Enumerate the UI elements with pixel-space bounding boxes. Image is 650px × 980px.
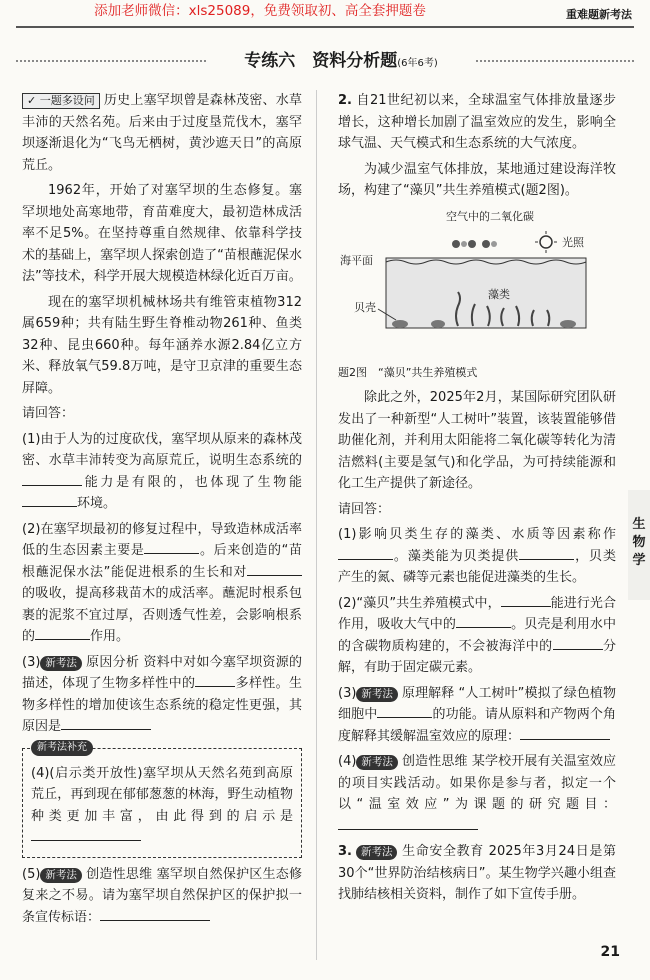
q2-paragraph-2: 为减少温室气体排放，某地通过建设海洋牧场，构建了“藻贝”共生养殖模式(题2图)。 bbox=[338, 161, 616, 198]
q2-paragraph-1 bbox=[338, 90, 616, 155]
intro-paragraph-2: 1962年，开始了对塞罕坝的生态修复。塞罕坝地处高寒地带，育苗难度大，最初造林成活率不足5%。在坚持尊重自然规律、依靠科学技术的基础上，塞罕坝人探索创造了“苗根蘸泥保水法”等技术，科学开展大规模造林绿化近百万亩。 bbox=[22, 183, 302, 284]
co2-label: 空气中的二氧化碳 bbox=[446, 209, 534, 223]
intro-paragraph-1 bbox=[22, 90, 302, 176]
check-icon: ✓ bbox=[27, 94, 37, 107]
answer-blank[interactable] bbox=[456, 615, 511, 628]
new-method-tag: 新考法 bbox=[40, 868, 82, 883]
q2-text-d: 作用。 bbox=[90, 629, 130, 644]
q3-text-b: 多样性。生物多样性的增加使该生态系统的稳定性更强，其原因是 bbox=[22, 676, 302, 734]
supplement-tag: 新考法补充 bbox=[31, 740, 93, 756]
page-title bbox=[206, 46, 476, 76]
new-method-tag: 新考法 bbox=[356, 845, 398, 860]
question-2-1 bbox=[338, 524, 616, 589]
question-1 bbox=[22, 429, 302, 515]
answer-blank[interactable] bbox=[553, 637, 603, 650]
answer-blank[interactable] bbox=[100, 908, 210, 921]
figure-caption: 题2图 “藻贝”共生养殖模式 bbox=[338, 365, 478, 379]
badge-label: 一题多设问 bbox=[39, 94, 95, 107]
r-q1-text-c: ，贝类产生的氮、磷等元素也能促进藻类的生长。 bbox=[338, 548, 616, 585]
answer-blank[interactable] bbox=[501, 594, 551, 607]
question-2-3 bbox=[338, 683, 616, 748]
r-q2-text-d: 分解，有助于固定碳元素。 bbox=[338, 638, 616, 675]
subject-side-tab bbox=[628, 490, 650, 600]
question-badge bbox=[22, 93, 100, 109]
right-column bbox=[338, 90, 616, 910]
q2-text-a: (2)在塞罕坝最初的修复过程中，导致造林成活率低的生态因素主要是 bbox=[22, 521, 302, 558]
question-4 bbox=[31, 763, 293, 849]
q2-text-b: 。后来创造的“苗根蘸泥保水法”能促进根系的生长和对 bbox=[22, 543, 302, 580]
q4-text: (4)(启示类开放性)塞罕坝从天然名苑到高原荒丘，再到现在郁郁葱葱的林海，野生动植物种类更加丰富，由此得到的启示是 bbox=[31, 765, 293, 824]
column-divider bbox=[316, 90, 317, 960]
title-sub: (6年6考) bbox=[397, 58, 438, 69]
question-2-2 bbox=[338, 593, 616, 679]
answer-blank[interactable] bbox=[519, 547, 574, 560]
question-number: 3. bbox=[338, 844, 352, 859]
r-q4-number: (4) bbox=[338, 754, 357, 769]
new-method-tag: 新考法 bbox=[356, 687, 398, 702]
algae-label: 藻类 bbox=[488, 287, 510, 301]
subject-label: 生物学 bbox=[632, 517, 646, 568]
r-q2-text-c: 。贝壳是利用水中的含碳物质构建的，不会被海洋中的 bbox=[338, 617, 616, 654]
r-q3-number: (3) bbox=[338, 685, 357, 701]
question-2-4 bbox=[338, 751, 616, 837]
q5-number: (5) bbox=[22, 866, 41, 882]
intro-text-1: 历史上塞罕坝曾是森林茂密、水草丰沛的天然名苑。后来由于过度垦荒伐木，塞罕坝逐渐退化为“飞鸟无栖树，黄沙遮天日”的高原荒丘。 bbox=[22, 93, 302, 173]
left-column bbox=[22, 90, 302, 932]
section-label: 重难题新考法 bbox=[566, 8, 632, 21]
question-5 bbox=[22, 864, 302, 929]
co2-molecules-icon bbox=[452, 240, 497, 248]
answer-blank[interactable] bbox=[61, 717, 151, 730]
sun-icon bbox=[535, 231, 557, 253]
answer-blank[interactable] bbox=[338, 547, 393, 560]
title-main: 专练六 资料分析题 bbox=[244, 51, 398, 71]
r-q4-text: 创造性思维 某学校开展有关温室效应的项目实践活动。如果你是参与者，拟定一个以“温室效应”为课题的研究题目： bbox=[338, 754, 616, 812]
r-q1-text-a: (1)影响贝类生存的藻类、水质等因素称作 bbox=[338, 527, 616, 542]
answer-blank[interactable] bbox=[35, 627, 90, 640]
promo-banner: 添加老师微信：xls25089，免费领取初、高全套押题卷 bbox=[94, 3, 426, 19]
ask-label: 请回答： bbox=[22, 406, 75, 421]
answer-blank[interactable] bbox=[247, 563, 302, 576]
r-q3-text-b: 的功能。请从原料和产物两个角度解释其缓解温室效应的原理： bbox=[338, 707, 616, 744]
algae-shell-figure bbox=[338, 206, 616, 356]
q3-text-a: 原因分析 资料中对如今塞罕坝资源的描述，体现了生物多样性中的 bbox=[22, 654, 302, 691]
question-2 bbox=[22, 519, 302, 648]
answer-blank[interactable] bbox=[195, 674, 235, 687]
sea-level-label: 海平面 bbox=[340, 253, 373, 267]
question-3 bbox=[22, 652, 302, 738]
answer-blank[interactable] bbox=[377, 705, 432, 718]
q1-text-c: 环境。 bbox=[77, 496, 117, 511]
page-number: 21 bbox=[600, 944, 620, 960]
q2-intro: 自21世纪初以来，全球温室气体排放量逐步增长，这种增长加剧了温室效应的发生，影响全球气温、天气模式和生态系统的大气浓度。 bbox=[338, 93, 616, 151]
answer-blank[interactable] bbox=[22, 494, 77, 507]
question-3-intro bbox=[338, 841, 616, 906]
answer-blank[interactable] bbox=[31, 828, 141, 841]
q3-intro-text: 生命安全教育 2025年3月24日是第30个“世界防治结核病日”。某生物学兴趣小组查找肺结核相关资料，制作了如下宣传手册。 bbox=[338, 844, 616, 902]
question-number: 2. bbox=[338, 93, 352, 108]
q3-number: (3) bbox=[22, 654, 41, 670]
header-rule bbox=[16, 26, 634, 28]
r-q3-text-a: 原理解释 “人工树叶”模拟了绿色植物细胞中 bbox=[338, 685, 616, 722]
r-q2-text-a: (2)“藻贝”共生养殖模式中， bbox=[338, 595, 501, 611]
r-q2-text-b: 能进行光合作用，吸收大气中的 bbox=[338, 595, 616, 632]
new-method-tag: 新考法 bbox=[40, 656, 82, 671]
new-method-tag: 新考法 bbox=[356, 755, 398, 770]
intro-paragraph-3: 现在的塞罕坝机械林场共有维管束植物312属659种；共有陆生野生脊椎动物261种、鱼类32种、昆虫660种。每年涵养水源2.84亿立方米、释放氧气59.8万吨，是守卫京津的重要生态屏障。 bbox=[22, 294, 302, 396]
q5-text: 创造性思维 塞罕坝自然保护区生态修复来之不易。请为塞罕坝自然保护区的保护拟一条宣传标语： bbox=[22, 866, 302, 925]
sea-water bbox=[386, 258, 586, 328]
answer-blank[interactable] bbox=[520, 727, 610, 740]
answer-blank[interactable] bbox=[338, 817, 478, 830]
light-label: 光照 bbox=[562, 235, 584, 249]
ask-label: 请回答： bbox=[338, 501, 391, 517]
supplement-box bbox=[22, 741, 302, 858]
q1-text-a: (1)由于人为的过度砍伐，塞罕坝从原来的森林茂密、水草丰沛转变为高原荒丘，说明生态系统的 bbox=[22, 431, 302, 468]
q2-paragraph-3: 除此之外，2025年2月，某国际研究团队研发出了一种新型“人工树叶”装置，该装置能够借助催化剂，并利用太阳能将二氧化碳等转化为清洁燃料(主要是氢气)和化学品，为可持续能源和化工生产提供了新途径。 bbox=[338, 390, 616, 491]
q2-text-c: 的吸收，提高移栽苗木的成活率。蘸泥时根系包裹的泥浆不宜过厚，否则透气性差，会影响根系的 bbox=[22, 586, 302, 644]
title-bar bbox=[16, 46, 634, 76]
shell-label: 贝壳 bbox=[354, 300, 376, 314]
answer-blank[interactable] bbox=[22, 473, 82, 486]
r-q1-text-b: 。藻类能为贝类提供 bbox=[393, 548, 520, 564]
figure-illustration bbox=[338, 206, 616, 356]
q1-text-b: 能力是有限的，也体现了生物能 bbox=[82, 474, 302, 490]
answer-blank[interactable] bbox=[144, 541, 199, 554]
